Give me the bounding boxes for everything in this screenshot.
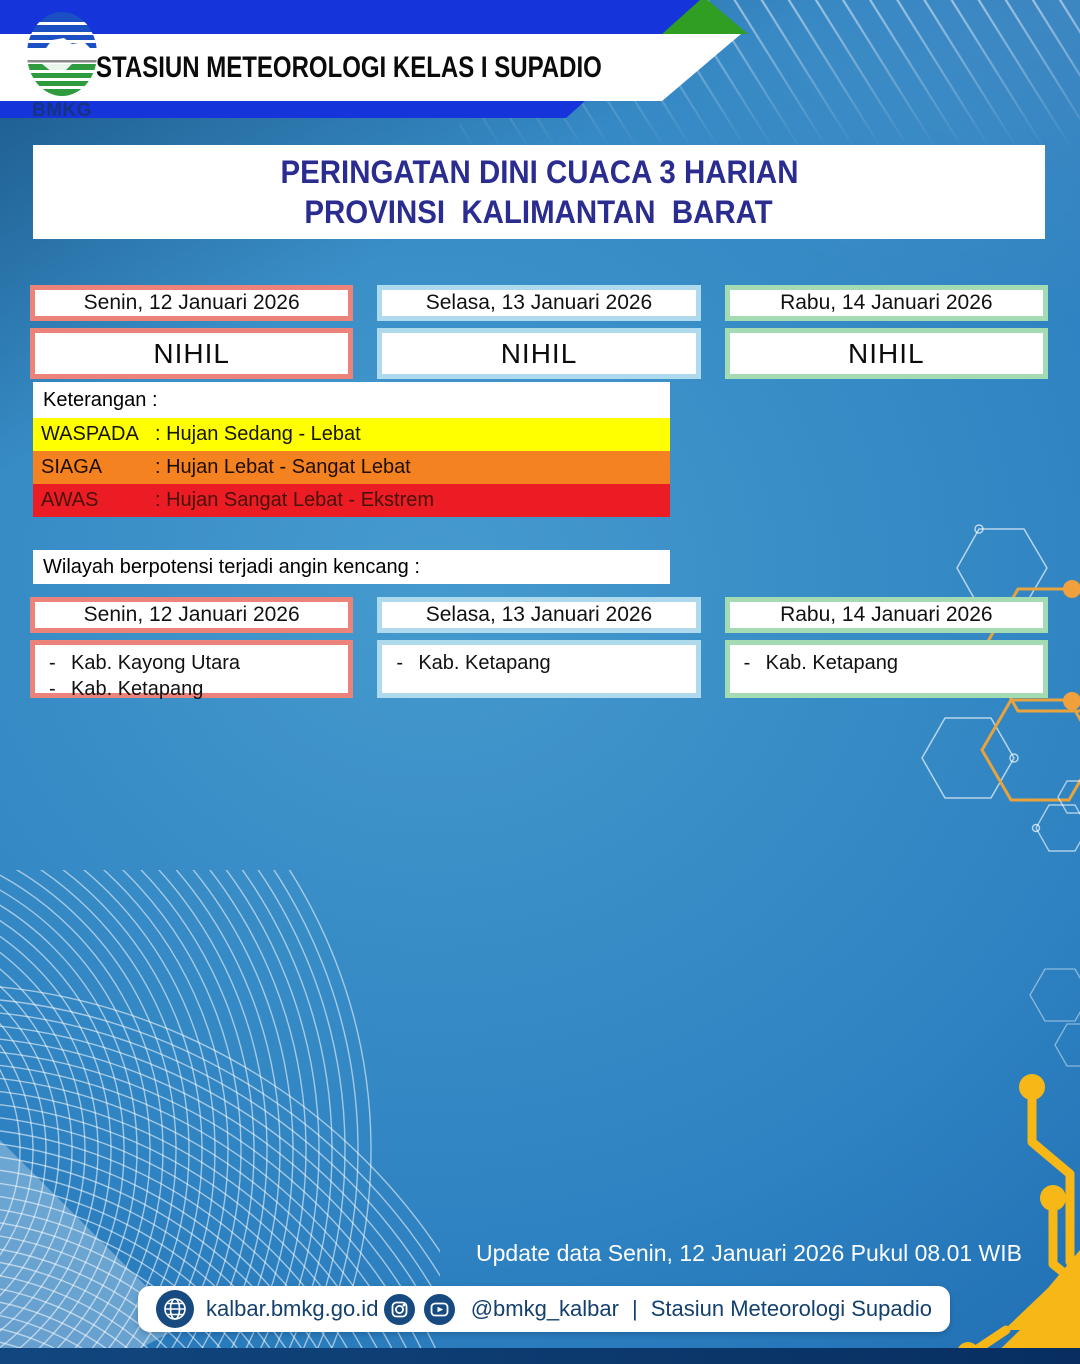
legend-title: Keterangan : xyxy=(33,382,670,418)
legend-desc-siaga: : Hujan Lebat - Sangat Lebat xyxy=(155,456,411,478)
footer-website: kalbar.bmkg.go.id xyxy=(206,1296,379,1321)
footer-separator: | xyxy=(631,1296,638,1321)
wind-area-item: - Kab. Ketapang xyxy=(49,678,204,700)
bottom-bar xyxy=(0,1348,1080,1364)
date-header-senin: Senin, 12 Januari 2026 xyxy=(30,285,353,321)
wind-area-item: - Kab. Ketapang xyxy=(743,652,898,674)
day-column-selasa xyxy=(377,285,700,379)
day-column-rabu xyxy=(725,285,1048,379)
legend-row-awas xyxy=(33,484,670,517)
dash-marker: - xyxy=(743,652,751,674)
warning-status-selasa: NIHIL xyxy=(377,328,700,379)
poster-title-line1: PERINGATAN DINI CUACA 3 HARIAN xyxy=(280,154,798,190)
wind-date-header-rabu: Rabu, 14 Januari 2026 xyxy=(725,597,1048,633)
footer-social-handle: @bmkg_kalbar xyxy=(470,1296,619,1321)
warning-status-rabu: NIHIL xyxy=(725,328,1048,379)
warning-status-row xyxy=(30,285,1048,379)
wind-section-title: Wilayah berpotensi terjadi angin kencang : xyxy=(33,550,670,584)
legend-level-awas: AWAS xyxy=(41,489,99,511)
station-name: STASIUN METEOROLOGI KELAS I SUPADIO xyxy=(96,51,602,84)
wind-column-selasa xyxy=(377,597,700,698)
dash-marker: - xyxy=(49,678,56,700)
legend-level-siaga: SIAGA xyxy=(41,456,103,478)
date-header-rabu: Rabu, 14 Januari 2026 xyxy=(725,285,1048,321)
wind-area-list-senin xyxy=(30,640,353,698)
wind-area-item: - Kab. Kayong Utara xyxy=(49,652,240,674)
wind-column-rabu xyxy=(725,597,1048,698)
date-header-selasa: Selasa, 13 Januari 2026 xyxy=(377,285,700,321)
legend-level-waspada: WASPADA xyxy=(41,423,139,445)
bmkg-logo xyxy=(22,8,104,120)
wind-area-item: - Kab. Ketapang xyxy=(396,652,551,674)
footer-station-name: Stasiun Meteorologi Supadio xyxy=(650,1296,932,1321)
instagram-icon xyxy=(384,1294,415,1325)
footer-social-icons xyxy=(384,1294,455,1325)
legend xyxy=(33,382,670,517)
wind-date-header-senin: Senin, 12 Januari 2026 xyxy=(30,597,353,633)
wind-area-list-rabu xyxy=(725,640,1048,698)
legend-row-waspada xyxy=(33,418,670,451)
legend-desc-waspada: : Hujan Sedang - Lebat xyxy=(155,423,361,445)
update-timestamp: Update data Senin, 12 Januari 2026 Pukul 08.01 WIB xyxy=(476,1240,1022,1266)
globe-icon xyxy=(156,1290,194,1328)
poster-title-line2: PROVINSI KALIMANTAN BARAT xyxy=(304,194,774,230)
wind-date-header-selasa: Selasa, 13 Januari 2026 xyxy=(377,597,700,633)
footer-bar xyxy=(138,1286,950,1332)
circuit-decoration xyxy=(957,1074,1080,1364)
warning-status-senin: NIHIL xyxy=(30,328,353,379)
bmkg-logo-text: BMKG xyxy=(31,100,93,120)
youtube-icon xyxy=(424,1294,455,1325)
poster-title-box xyxy=(33,145,1045,239)
wind-column-senin xyxy=(30,597,353,698)
wind-areas-row xyxy=(30,597,1048,698)
dash-marker: - xyxy=(49,652,56,674)
day-column-senin xyxy=(30,285,353,379)
legend-desc-awas: : Hujan Sangat Lebat - Ekstrem xyxy=(155,489,435,511)
legend-row-siaga xyxy=(33,451,670,484)
header-top-bar xyxy=(0,0,700,34)
dash-marker: - xyxy=(396,652,403,674)
wind-area-list-selasa xyxy=(377,640,700,698)
